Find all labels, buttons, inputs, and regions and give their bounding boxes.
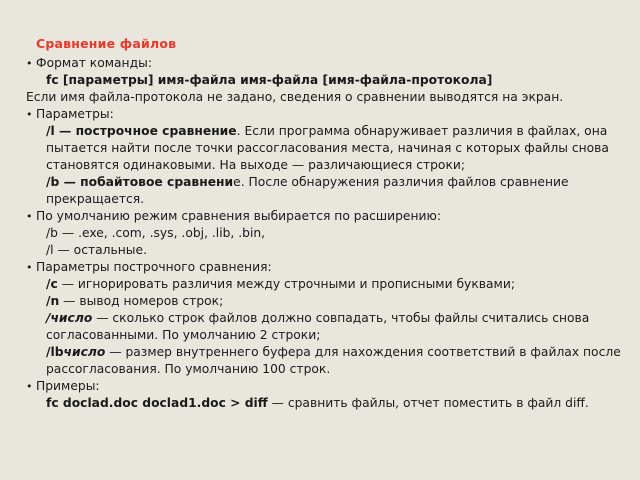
line-param-c-key: /c <box>46 277 58 291</box>
format-label: • Формат команды: <box>36 56 152 70</box>
param-b-text: . После обнаружения различия файлов сравнение прекращается. <box>46 175 569 206</box>
example-1-cmd: fc doclad.doc doclad1.doc > diff <box>46 396 268 410</box>
protocol-note <box>26 89 622 106</box>
line-param-lb <box>36 344 622 378</box>
list-item-params <box>26 106 622 208</box>
line-params-label: • Параметры построчного сравнения: <box>36 260 272 274</box>
list-item-line-params <box>26 259 622 378</box>
content-list <box>26 55 622 412</box>
param-b-key-end: е <box>233 175 241 189</box>
line-param-num-text: — сколько строк файлов должно совпадать, чтобы файлы считались снова согласованными. По умолчанию 2 строки; <box>46 311 590 342</box>
example-1 <box>36 395 622 412</box>
param-b-key: /b — побайтовое сравнени <box>46 175 234 189</box>
line-param-n <box>36 293 622 310</box>
line-param-c-text: — игнорировать различия между строчными и прописными буквами; <box>57 277 515 291</box>
line-param-num-key: /число <box>46 311 93 325</box>
line-param-num <box>36 310 622 344</box>
line-param-lb-key-it: число <box>63 345 106 359</box>
line-param-lb-text: — размер внутреннего буфера для нахождения соответствий в файлах после рассогласования. По умолчанию 100 строк. <box>46 345 621 376</box>
default-mode-label: • По умолчанию режим сравнения выбирается по расширению: <box>36 209 442 223</box>
list-item-examples <box>26 378 622 412</box>
param-l-key: /l — построчное сравнение <box>46 124 237 138</box>
examples-label: • Примеры: <box>36 379 100 393</box>
default-mode-b: /b — .exe, .com, .sys, .obj, .lib, .bin, <box>46 226 266 240</box>
list-item-default-mode <box>26 208 622 259</box>
line-param-n-text: — вывод номеров строк; <box>59 294 224 308</box>
params-label: • Параметры: <box>36 107 114 121</box>
param-l-text: . Если программа обнаруживает различия в файлах, она пытается найти после точки рассогласования места, начиная с которых файлы снова становятся одинаковыми. На выходе — различающиеся строки; <box>46 124 609 172</box>
example-1-text: — сравнить файлы, отчет поместить в файл diff. <box>267 396 589 410</box>
param-b <box>36 174 622 208</box>
format-command: fc [параметры] имя-файла имя-файла [имя-файла-протокола] <box>46 73 493 87</box>
line-param-n-key: /n <box>46 294 60 308</box>
line-param-c <box>36 276 622 293</box>
line-param-lb-key: /lb <box>46 345 64 359</box>
list-item-format <box>26 55 622 89</box>
default-mode-l: /l — остальные. <box>46 243 147 257</box>
param-l <box>36 123 622 174</box>
page-title: Сравнение файлов <box>36 36 177 51</box>
protocol-note-text: Если имя файла-протокола не задано, сведения о сравнении выводятся на экран. <box>26 90 564 104</box>
